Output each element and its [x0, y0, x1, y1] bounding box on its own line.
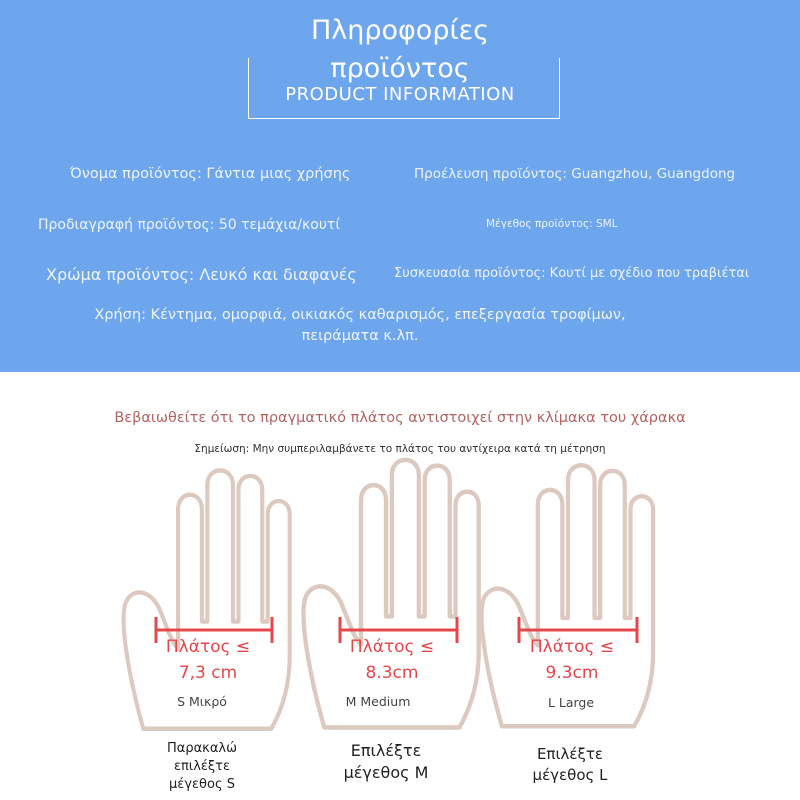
title-greek-line1: Πληροφορίες	[310, 15, 490, 46]
size-label-large: L Large	[547, 695, 595, 710]
spec-name: Όνομα προϊόντος: Γάντια μιας χρήσης	[70, 166, 351, 182]
width-label-medium	[302, 634, 482, 686]
choose-size-medium	[296, 740, 476, 784]
spec-usage-line1: Χρήση: Κέντημα, ομορφιά, οικιακός καθαρισμός, επεξεργασία τροφίμων,	[94, 307, 626, 323]
width-label-medium-title: Πλάτος ≤	[349, 637, 435, 657]
hand-large	[482, 465, 654, 726]
spec-size: Μέγεθος προϊόντος: SML	[486, 218, 618, 230]
choose-medium-line1: Επιλέξτε	[350, 741, 422, 760]
choose-small-line1: Παρακαλώ	[167, 741, 237, 756]
spec-origin: Προέλευση προϊόντος: Guangzhou, Guangdong	[414, 166, 736, 182]
choose-small-line2: επιλέξτε	[173, 759, 231, 774]
width-label-small-value: 7,3 cm	[178, 663, 238, 683]
measure-note: Σημείωση: Μην συμπεριλαμβάνετε το πλάτος του αντίχειρα κατά τη μέτρηση	[194, 443, 606, 455]
choose-medium-line2: μέγεθος M	[343, 763, 429, 782]
title-greek-line2: προϊόντος	[330, 53, 470, 84]
size-label-small: S Μικρό	[177, 694, 227, 709]
spec-color: Χρώμα προϊόντος: Λευκό και διαφανές	[46, 265, 357, 284]
title-english: PRODUCT INFORMATION	[285, 84, 515, 105]
size-label-medium: M Medium	[345, 694, 411, 709]
choose-large-line1: Επιλέξτε	[536, 745, 604, 763]
spec-packaging: Συσκευασία προϊόντος: Κουτί με σχέδιο που τραβιέται	[394, 266, 750, 281]
width-label-large-title: Πλάτος ≤	[529, 637, 615, 657]
ruler-warning: Βεβαιωθείτε ότι το πραγματικό πλάτος αντιστοιχεί στην κλίμακα του χάρακα	[114, 410, 686, 426]
choose-small-line3: μέγεθος S	[169, 777, 235, 792]
hand-medium	[304, 460, 479, 728]
width-label-medium-value: 8.3cm	[365, 663, 419, 683]
choose-large-line2: μέγεθος L	[532, 766, 608, 784]
width-label-small-title: Πλάτος ≤	[165, 637, 251, 657]
spec-specification: Προδιαγραφή προϊόντος: 50 τεμάχια/κουτί	[38, 217, 341, 233]
width-label-large-value: 9.3cm	[545, 663, 599, 683]
choose-size-small	[112, 740, 292, 794]
width-label-large	[482, 634, 662, 686]
spec-usage-line2: πειράματα κ.λπ.	[301, 328, 419, 344]
hand-small	[124, 470, 290, 728]
choose-size-large	[480, 744, 660, 786]
width-label-small	[118, 634, 298, 686]
